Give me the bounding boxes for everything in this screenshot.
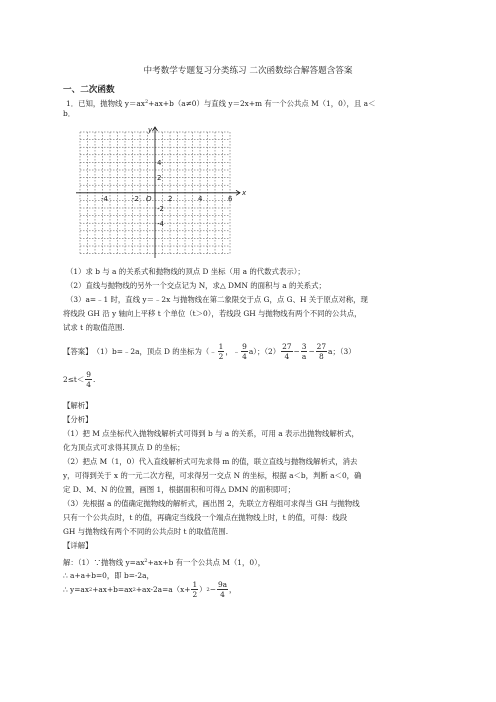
detail-formula-line: ∴ y=ax 2 +ax+b=ax 2 +ax-2a=a（x+ $\frac{1}{2}$ ） 2 − $\frac{9a}{4}$ ， [63,580,237,599]
document-title: 中考数学专题复习分类练习 二次函数综合解答题含答案 [143,66,353,76]
detail-line: 解：（1）∵抛物线 $y=ax^2+ax+b$ 有一个公共点 M（1，0）， [63,558,266,567]
sub-question-3-line2: 将线段 GH 沿 y 轴向上平移 t 个单位（t＞0），若线段 GH 与抛物线有两个不同的公共点， [63,309,362,318]
analysis-line: y，可得到关于 x 的一元二次方程，可求得另一交点 N 的坐标，根据 a＜b，判断 a＜0，确 [63,471,362,480]
x-axis-label: x [242,189,247,197]
fraction: $\frac{9a}{4}$ [217,580,228,599]
analysis-line: 只有一个公共点时，t 的值，再确定当线段一个端点在抛物线上时，t 的值，可得：线段 [63,513,348,522]
y-tick-label: 4 [157,159,162,167]
section-heading: 一、二次函数 [63,85,115,95]
fraction: $\frac{9}{4}$ [242,342,247,361]
analysis-sub-label: 【分析】 [63,415,93,424]
y-tick-label: -2 [157,205,164,213]
sub-question-3-line1: （3）a=﹣1 时，直线 y＝﹣2x 与抛物线在第二象限交于点 G，点 G、H 关于原点对称，现 [66,295,368,304]
y-tick-label: 2 [157,174,162,182]
analysis-line: 定 D、M、N 的位置，画图 1，根据面积和可得△ DMN 的面积即可； [63,485,296,494]
answer-line: 【答案】 （1）b=﹣2a，顶点 D 的坐标为（﹣ $\frac{1}{2}$ ，﹣ $\frac{9}{4}$ a）；（2） $\frac{27}{4}$ − $\frac{3}{a}$ − $\frac{27}{8}$ a；（3） [63,342,356,361]
fraction: $\frac{1}{2}$ [218,342,224,361]
detail-line: ∴ a+a+b=0，即 b=-2a， [63,571,154,580]
analysis-line: （1）把 M 点坐标代入抛物线解析式可得到 b 与 a 的关系，可用 a 表示出抛物线解析式， [63,429,359,438]
analysis-line: 化为顶点式可求得其顶点 D 的坐标； [63,443,185,452]
analysis-line: （3）先根据 a 的值确定抛物线的解析式，画出图 2，先联立方程组可求得当 GH 与抛物线 [63,499,360,508]
sub-question-2: （2）直线与抛物线的另外一个交点记为 N，求△ DMN 的面积与 a 的关系式； [66,281,326,290]
detail-label: 【详解】 [63,541,93,550]
x-tick-label: 6 [228,195,233,203]
fraction: $\frac{3}{a}$ [301,342,307,361]
x-tick-label: -2 [132,195,139,203]
x-tick-label: 2 [168,195,173,203]
y-axis-label: y [148,126,153,134]
coordinate-grid-figure [70,124,250,260]
sub-question-3-line3: 试求 t 的取值范围. [63,323,125,332]
x-tick-label: -4 [101,195,108,203]
fraction: $\frac{1}{2}$ [192,580,198,599]
answer-line-2: 2≤t＜ $\frac{9}{4}$ . [63,370,96,389]
origin-label: O [146,195,152,203]
fraction: $\frac{27}{4}$ [282,342,292,361]
y-tick-label: -4 [157,220,164,228]
analysis-line: GH 与抛物线有两个不同的公共点时 t 的取值范围. [63,527,229,536]
analysis-label: 【解析】 [63,401,93,410]
fraction: $\frac{27}{8}$ [316,342,327,361]
x-tick-label: 4 [198,195,203,203]
sub-question-1: （1）求 b 与 a 的关系式和抛物线的顶点 D 坐标（用 a 的代数式表示）； [66,267,305,276]
analysis-line: （2）把点 M（1，0）代入直线解析式可先求得 m 的值，联立直线与抛物线解析式，消去 [63,457,358,466]
fraction: $\frac{9}{4}$ [86,370,91,389]
problem-stem-line2: b． [63,109,76,118]
answer-label: 【答案】 [63,346,93,356]
problem-stem-line1: 1．已知，抛物线 $y=ax^2+ax+b(a\ne 0)$与直线 y＝2x+m 有一个公共点 M（1，0），且 a＜ [66,99,376,108]
